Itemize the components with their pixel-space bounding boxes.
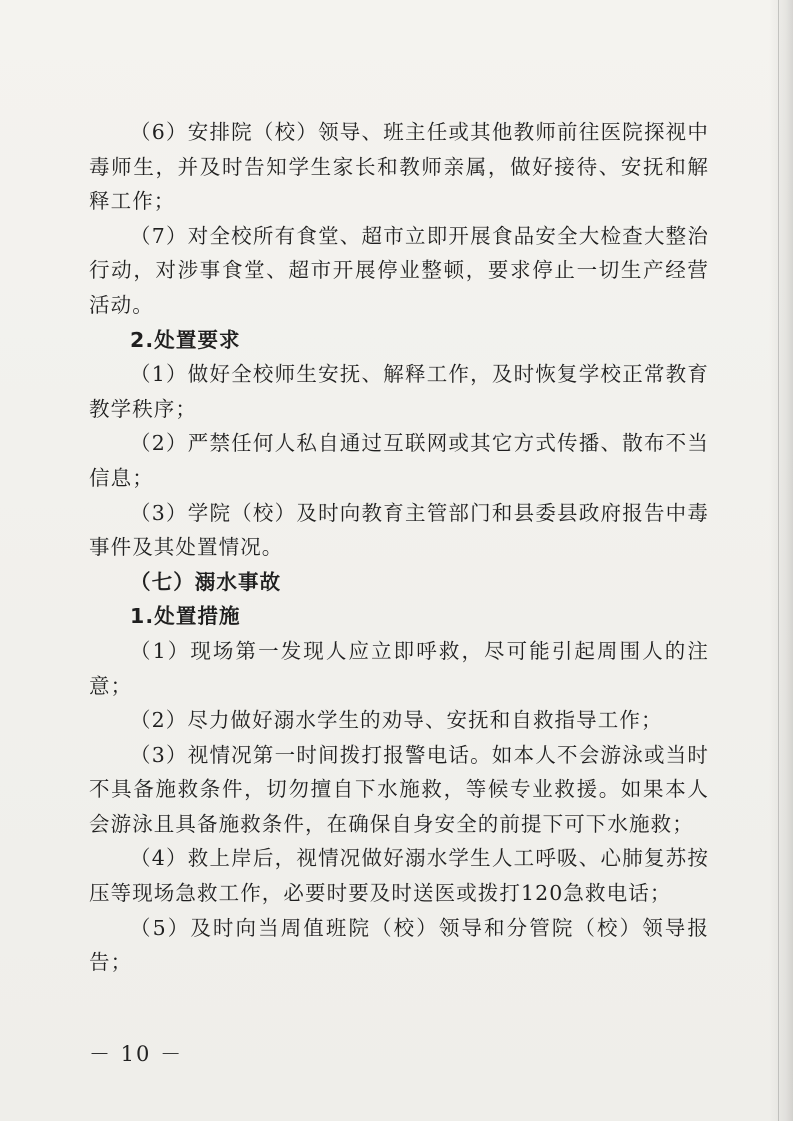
- paragraph-item-7: （7）对全校所有食堂、超市立即开展食品安全大检查大整治行动，对涉事食堂、超市开展停业整顿，要求停止一切生产经营活动。: [89, 223, 709, 317]
- section-heading-drowning-accident: （七）溺水事故: [130, 569, 282, 594]
- paragraph-measure-2: （2）尽力做好溺水学生的劝导、安抚和自救指导工作；: [130, 708, 663, 733]
- section-heading-handling-requirements: 2.处置要求: [130, 327, 241, 352]
- paragraph-requirement-3: （3）学院（校）及时向教育主管部门和县委县政府报告中毒事件及其处置情况。: [89, 500, 709, 560]
- paragraph-measure-5: （5）及时向当周值班院（校）领导和分管院（校）领导报告；: [89, 915, 709, 975]
- section-heading-handling-measures: 1.处置措施: [130, 604, 241, 629]
- paragraph-measure-4: （4）救上岸后，视情况做好溺水学生人工呼吸、心肺复苏按压等现场急救工作，必要时要及时送医或拨打120急救电话；: [89, 846, 709, 906]
- paragraph-requirement-1: （1）做好全校师生安抚、解释工作，及时恢复学校正常教育教学秩序；: [89, 362, 709, 421]
- paragraph-measure-3: （3）视情况第一时间拨打报警电话。如本人不会游泳或当时不具备施救条件，切勿擅自下水施救，等候专业救援。如果本人会游泳且具备施救条件，在确保自身安全的前提下可下水施救；: [89, 742, 709, 836]
- paragraph-requirement-2: （2）严禁任何人私自通过互联网或其它方式传播、散布不当信息；: [89, 431, 709, 490]
- paragraph-measure-1: （1）现场第一发现人应立即呼救，尽可能引起周围人的注意；: [89, 638, 709, 698]
- document-body: [89, 115, 709, 980]
- page-number: － 10 －: [89, 1042, 184, 1066]
- page-edge-shadow: [769, 0, 793, 1121]
- page-edge-line: [778, 0, 779, 1121]
- paragraph-item-6: （6）安排院（校）领导、班主任或其他教师前往医院探视中毒师生，并及时告知学生家长和教师亲属，做好接待、安抚和解释工作；: [89, 120, 709, 214]
